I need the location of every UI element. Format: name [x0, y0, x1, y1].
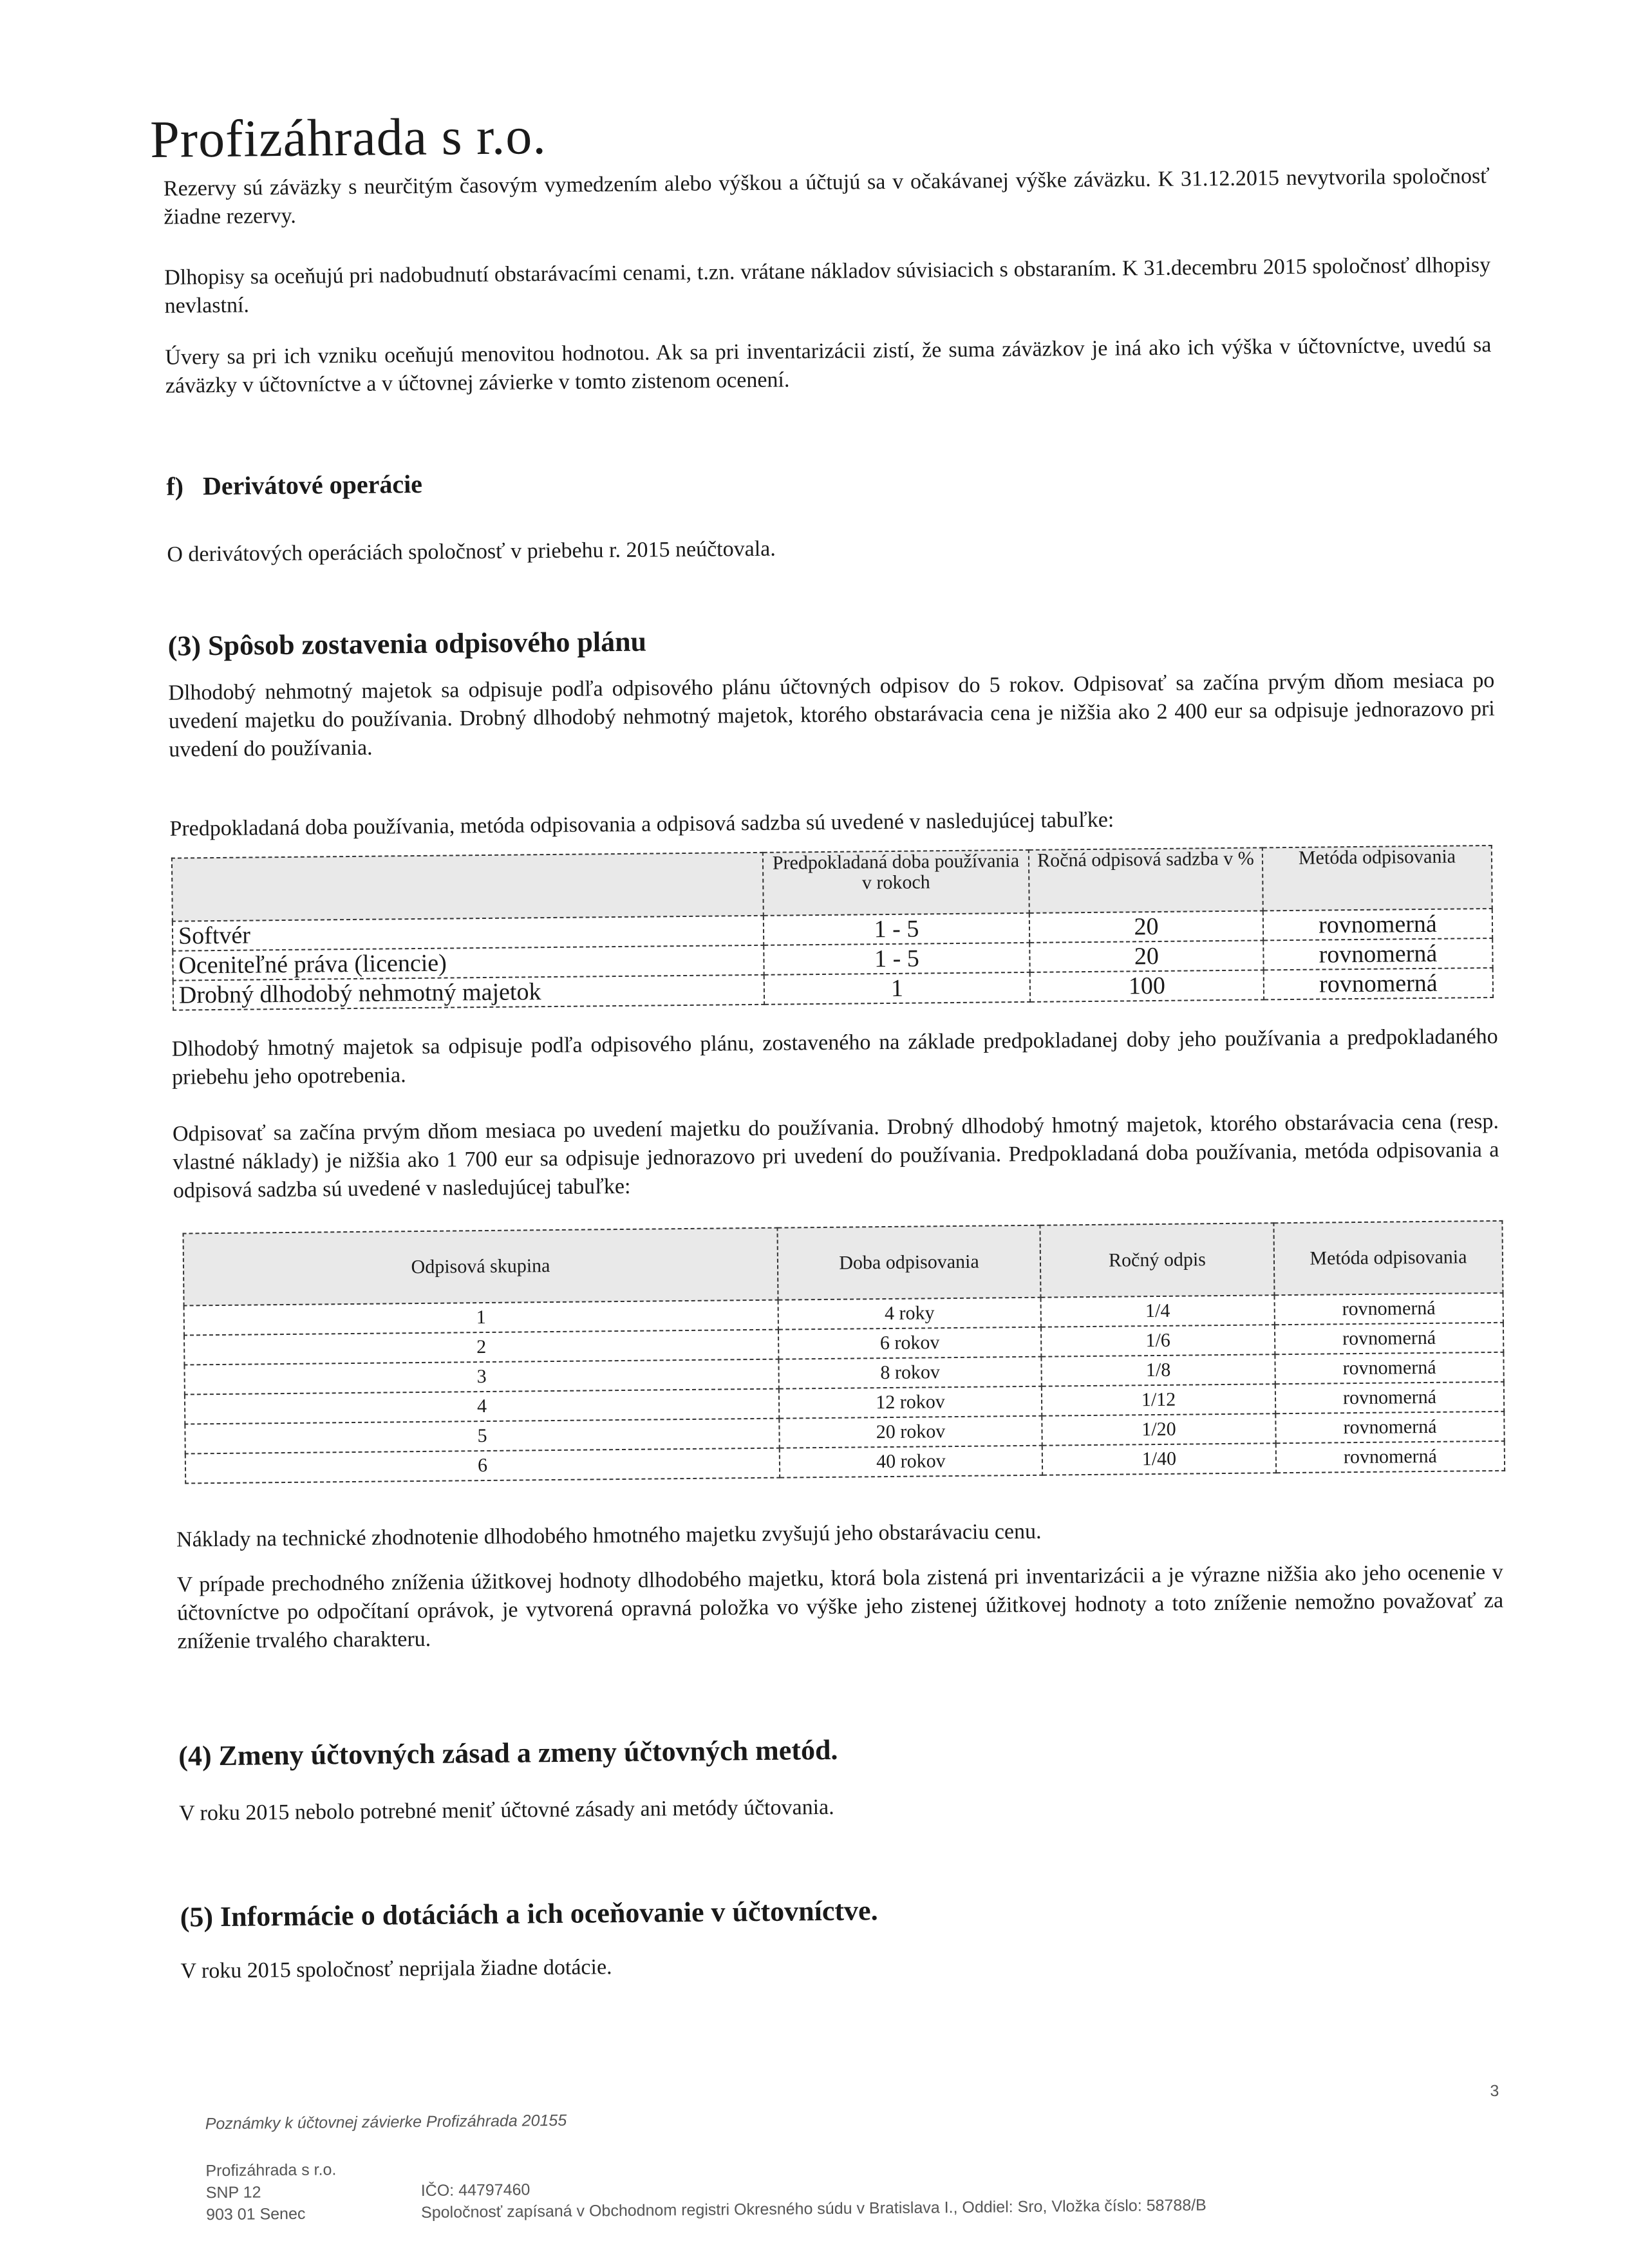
paragraph-nehmotny: Dlhodobý nehmotný majetok sa odpisuje podľa odpisového plánu účtovných odpisov do 5 rokov. Odpisovať sa začína prvým dňom mesiaca po uvedení majetku do používania. Drobný dlhodobý nehmotný majetok, ktorého obstarávacia cena je nižšia ako 2 400 eur sa odpisuje jednorazovo pri uvedení do používania.: [168, 668, 1495, 762]
table-header: Odpisová skupina: [183, 1228, 778, 1306]
table-header-row: [183, 1221, 1503, 1306]
footer-document-name: Poznámky k účtovnej závierke Profizáhrada 20155: [205, 2111, 567, 2133]
heading-section-4: (4) Zmeny účtovných zásad a zmeny účtovných metód.: [178, 1734, 838, 1772]
table-cell: 3: [184, 1359, 778, 1395]
paragraph-derivaty: O derivátových operáciách spoločnosť v priebehu r. 2015 neúčtovala.: [167, 536, 776, 567]
table-cell: 1 - 5: [764, 943, 1029, 975]
table-header: Metóda odpisovania: [1263, 846, 1492, 911]
heading-section-3: (3) Spôsob zostavenia odpisového plánu: [167, 625, 647, 662]
paragraph-table1-intro: Predpokladaná doba používania, metóda odpisovania a odpisová sadzba sú uvedené v nasledujúcej tabuľke:: [169, 808, 1114, 841]
table-cell: rovnomerná: [1275, 1412, 1504, 1443]
table-cell: 8 rokov: [778, 1357, 1041, 1389]
table-header: Ročná odpisová sadzba v %: [1029, 847, 1263, 912]
heading-title: Derivátové operácie: [202, 469, 423, 501]
table-header: Ročný odpis: [1040, 1223, 1274, 1297]
table-cell: 4: [185, 1389, 779, 1424]
table-header: Doba odpisovania: [777, 1225, 1040, 1300]
paragraph-dlhopisy: Dlhopisy sa oceňujú pri nadobudnutí obstarávacími cenami, t.zn. vrátane nákladov súvisiacich s obstaraním. K 31.decembru 2015 spoločnosť dlhopisy nevlastní.: [164, 252, 1491, 318]
table-cell: rovnomerná: [1275, 1382, 1504, 1413]
table-cell: 1/12: [1042, 1384, 1275, 1415]
table-cell: 1 - 5: [764, 913, 1029, 945]
table-header: [172, 853, 764, 921]
table-cell: rovnomerná: [1275, 1323, 1503, 1354]
table-header: Metóda odpisovania: [1273, 1221, 1503, 1295]
paragraph-uvery: Úvery sa pri ich vzniku oceňujú menovitou hodnotou. Ak sa pri inventarizácii zistí, že suma záväzkov je iná ako ich výška v účtovníctve, uvedú sa záväzky v účtovníctve a v účtovnej závierke v tomto zistenom ocenení.: [165, 332, 1492, 398]
table-cell: rovnomerná: [1264, 968, 1493, 999]
table-cell: 1/6: [1041, 1325, 1275, 1356]
footer-ico: IČO: 44797460: [420, 2180, 530, 2200]
footer-registry: Spoločnosť zapísaná v Obchodnom registri Okresného súdu v Bratislava I., Oddiel: Sro, Vložka číslo: 58788/B: [420, 2196, 1206, 2222]
footer-city: 903 01 Senec: [205, 2204, 306, 2224]
table-cell: 12 rokov: [779, 1386, 1042, 1419]
table-cell: 2: [184, 1330, 778, 1365]
table-cell: 6: [185, 1448, 780, 1484]
table-cell: Drobný dlhodobý nehmotný majetok: [173, 975, 764, 1010]
footer-company: Profizáhrada s r.o.: [205, 2160, 337, 2180]
paragraph-odpisovat: Odpisovať sa začína prvým dňom mesiaca po uvedení majetku do používania. Drobný dlhodobý hmotný majetok, ktorého obstarávacia cena (resp. vlastné náklady) je nižšia ako 1 700 eur sa odpisuje jednorazovo pri uvedení do používania. Predpokladaná doba používania, metóda odpisovania a odpisová sadzba sú uvedené v nasledujúcej tabuľke:: [172, 1109, 1499, 1203]
depreciation-table-tangible: [182, 1220, 1505, 1484]
table-cell: rovnomerná: [1263, 938, 1492, 970]
table-cell: Softvér: [173, 916, 764, 951]
table-cell: 40 rokov: [780, 1446, 1042, 1478]
heading-derivaty: [166, 469, 422, 502]
table-cell: 1/8: [1041, 1354, 1275, 1386]
table-cell: 100: [1030, 970, 1264, 1001]
heading-label: f): [166, 471, 184, 501]
table-cell: 1: [184, 1300, 778, 1336]
table-cell: 20: [1029, 940, 1263, 972]
heading-section-5: (5) Informácie o dotáciách a ich oceňovanie v účtovníctve.: [180, 1895, 878, 1933]
footer-address: [205, 2159, 337, 2225]
table-cell: Oceniteľné práva (licencie): [173, 945, 764, 981]
paragraph-dotacie: V roku 2015 spoločnosť neprijala žiadne dotácie.: [180, 1955, 612, 1983]
table-cell: rovnomerná: [1274, 1293, 1503, 1325]
footer-street: SNP 12: [205, 2183, 261, 2202]
table-cell: rovnomerná: [1275, 1352, 1503, 1384]
table-cell: 4 roky: [778, 1298, 1041, 1330]
depreciation-table-intangible: [171, 845, 1494, 1011]
table-cell: rovnomerná: [1263, 909, 1492, 940]
page-number: 3: [1490, 2081, 1499, 2101]
table-header: Predpokladaná doba používania v rokoch: [763, 850, 1029, 916]
table-cell: 20 rokov: [779, 1416, 1042, 1448]
table-cell: 20: [1029, 911, 1263, 942]
paragraph-naklady: Náklady na technické zhodnotenie dlhodobého hmotného majetku zvyšujú jeho obstarávaciu cenu.: [176, 1519, 1042, 1552]
table-cell: 1/4: [1041, 1295, 1275, 1327]
paragraph-zmeny: V roku 2015 nebolo potrebné meniť účtovné zásady ani metódy účtovania.: [178, 1795, 834, 1826]
table-cell: 1/20: [1042, 1413, 1275, 1445]
company-title: Profizáhrada s r.o.: [149, 106, 547, 169]
table-cell: 6 rokov: [778, 1327, 1041, 1359]
table-cell: rovnomerná: [1276, 1441, 1505, 1473]
paragraph-znizenie: V prípade prechodného zníženia úžitkovej hodnoty dlhodobého majetku, ktorá bola zistená pri inventarizácii a je výrazne nižšia ako jeho ocenenie v účtovníctve po odpočítaní oprávok, je vytvorená opravná položka vo výške jeho zistenej úžitkovej hodnoty a toto zníženie nemožno považovať za zníženie trvalého charakteru.: [176, 1560, 1504, 1654]
table-cell: 1/40: [1042, 1443, 1276, 1475]
table-cell: 5: [185, 1419, 779, 1454]
paragraph-hmotny: Dlhodobý hmotný majetok sa odpisuje podľa odpisového plánu, zostaveného na základe predpokladanej doby jeho používania a predpokladaného priebehu jeho opotrebenia.: [171, 1024, 1498, 1090]
paragraph-rezervy: Rezervy sú záväzky s neurčitým časovým vymedzením alebo výškou a účtujú sa v očakávanej výške záväzku. K 31.12.2015 nevytvorila spoločnosť žiadne rezervy.: [163, 164, 1490, 229]
table-cell: 1: [764, 972, 1030, 1005]
